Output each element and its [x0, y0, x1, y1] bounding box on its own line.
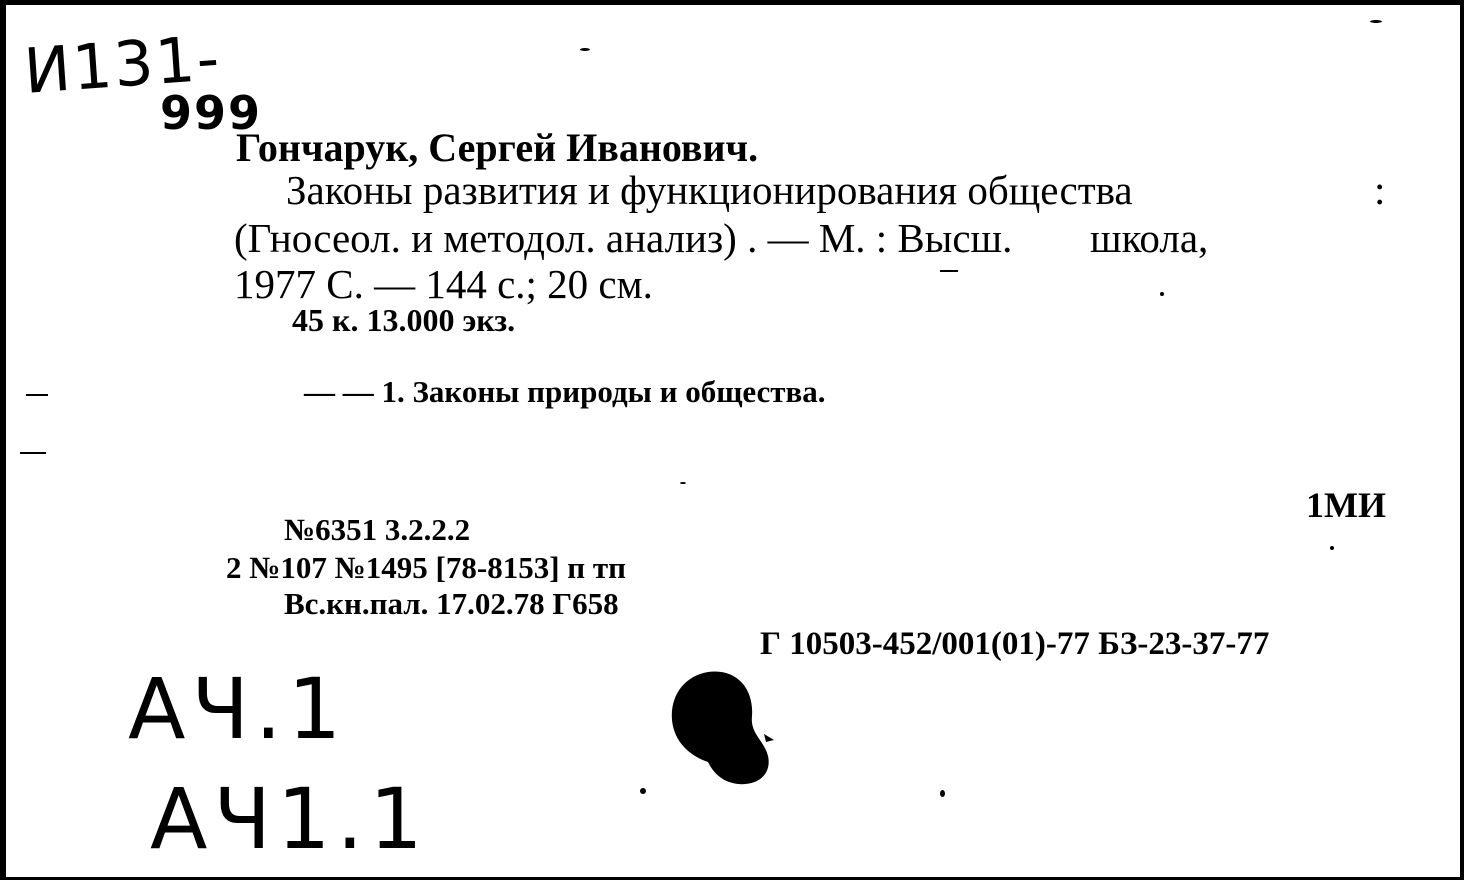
- author-heading: Гончарук, Сергей Иванович.: [236, 125, 759, 170]
- card-border-left: [0, 0, 6, 880]
- title-line-1: Законы развития и функционирования общества: [286, 167, 1133, 213]
- price-print-run: 45 к. 13.000 экз.: [292, 302, 516, 338]
- speck: [1160, 292, 1164, 296]
- subject-heading: — — 1. Законы природы и общества.: [304, 374, 826, 409]
- speck: [580, 48, 590, 51]
- speck: [640, 788, 646, 794]
- speck: [1370, 20, 1382, 23]
- speck: [940, 790, 945, 797]
- registry-number-line-2: 2 №107 №1495 [78-8153] п тп: [226, 550, 626, 585]
- title-line-2: (Гносеол. и методол. анализ) . — М. : Высш.: [234, 215, 1013, 261]
- title-line-3: 1977 С. — 144 с.; 20 см.: [234, 261, 653, 307]
- title-line-1-end: :: [1374, 167, 1386, 213]
- speck: [26, 394, 48, 396]
- speck: [20, 452, 46, 454]
- speck: [680, 482, 686, 484]
- handwritten-mark-a2: АЧ1.1: [150, 770, 429, 868]
- title-line-2-end: школа,: [1090, 215, 1209, 261]
- handwritten-shelf-code-sub: 999: [160, 86, 263, 140]
- publication-code: Г 10503-452/001(01)-77 БЗ-23-37-77: [760, 626, 1270, 662]
- handwritten-mark-a1: АЧ.1: [128, 660, 348, 758]
- registry-number-line-3: Вс.кн.пал. 17.02.78 Г658: [284, 586, 619, 621]
- speck: [1330, 546, 1334, 550]
- card-border-right: [1460, 0, 1464, 880]
- handwritten-shelf-code: И131-: [21, 21, 224, 108]
- classification-mark: 1МИ: [1306, 485, 1386, 525]
- registry-number-line-1: №6351 3.2.2.2: [284, 512, 471, 547]
- speck: [940, 270, 958, 272]
- card-border-top: [0, 0, 1464, 5]
- punch-hole: [668, 668, 776, 786]
